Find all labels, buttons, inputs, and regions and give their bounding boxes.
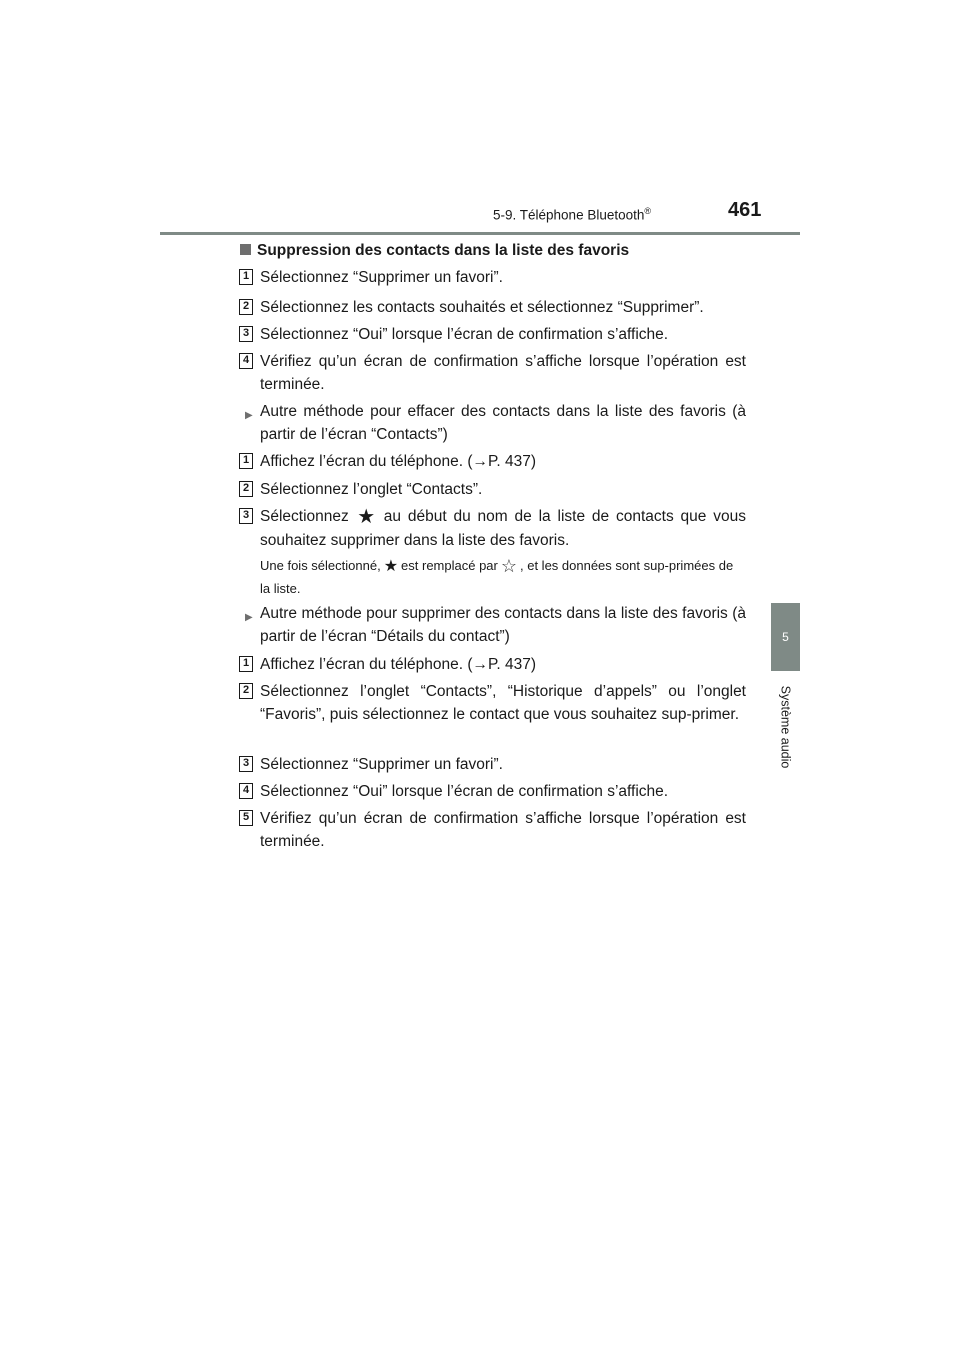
step-b-2 <box>239 478 746 501</box>
step-text: Sélectionnez l’onglet “Contacts”, “Historique d’appels” ou l’onglet “Favoris”, puis sélectionnez le contact que vous souhaitez sup-primer. <box>260 683 746 723</box>
triangle-right-icon: ▶ <box>245 612 253 623</box>
step-number-badge: 2 <box>239 683 253 699</box>
method-b-heading-text: Autre méthode pour effacer des contacts dans la liste des favoris (à partir de l’écran “Contacts”) <box>260 403 746 443</box>
step-number-badge: 3 <box>239 326 253 342</box>
section-title-header <box>493 206 651 223</box>
step-number-badge: 4 <box>239 353 253 369</box>
square-bullet-icon <box>240 244 251 255</box>
step-text: Sélectionnez “Supprimer un favori”. <box>260 269 503 286</box>
step-c-1 <box>239 653 746 676</box>
step-a-1 <box>239 266 746 289</box>
header-divider <box>160 232 800 235</box>
step-text: Sélectionnez “Oui” lorsque l’écran de confirmation s’affiche. <box>260 326 669 343</box>
chapter-tab <box>771 603 800 671</box>
step-c-4 <box>239 780 746 803</box>
step-text: Vérifiez qu’un écran de confirmation s’affiche lorsque l’opération est terminée. <box>260 353 746 393</box>
method-c-heading <box>245 602 746 648</box>
triangle-right-icon: ▶ <box>245 410 253 421</box>
step-number-badge: 1 <box>239 269 253 285</box>
section-title-text: 5-9. Téléphone Bluetooth <box>493 207 645 223</box>
step-number-badge: 2 <box>239 299 253 315</box>
chapter-label-text: Système audio <box>778 685 793 769</box>
step-b-1 <box>239 450 746 473</box>
step-text: Sélectionnez l’onglet “Contacts”. <box>260 481 483 498</box>
step-number-badge: 5 <box>239 810 253 826</box>
method-c-heading-text: Autre méthode pour supprimer des contacts dans la liste des favoris (à partir de l’écran “Détails du contact”) <box>260 605 746 645</box>
step-text: Sélectionnez les contacts souhaités et sélectionnez “Supprimer”. <box>260 299 704 316</box>
step-a-4 <box>239 350 746 396</box>
step-text: Sélectionnez “Supprimer un favori”. <box>260 756 503 773</box>
step-number-badge: 4 <box>239 783 253 799</box>
step-a-2 <box>239 296 746 319</box>
step-text: Sélectionnez “Oui” lorsque l’écran de confirmation s’affiche. <box>260 783 669 800</box>
step-text: Vérifiez qu’un écran de confirmation s’affiche lorsque l’opération est terminée. <box>260 810 746 850</box>
method-b-heading <box>245 400 746 446</box>
note-b: Une fois sélectionné, ★ est remplacé par ☆ , et les données sont sup-primées de la liste. <box>260 556 734 596</box>
chapter-number: 5 <box>782 630 789 644</box>
page-number: 461 <box>728 199 762 221</box>
section-heading <box>240 242 629 260</box>
star-outline-icon: ☆ <box>500 556 517 576</box>
step-number-badge: 3 <box>239 756 253 772</box>
step-text: Affichez l’écran du téléphone. (→P. 437) <box>260 656 537 673</box>
step-a-3 <box>239 323 746 346</box>
step-number-badge: 3 <box>239 508 253 524</box>
chapter-label <box>771 676 800 778</box>
step-text: Sélectionnez ★ au début du nom de la liste de contacts que vous souhaitez supprimer dans la liste des favoris. <box>260 506 746 549</box>
step-c-2 <box>239 680 746 726</box>
step-b-3 <box>239 505 746 552</box>
step-text: Affichez l’écran du téléphone. (→P. 437) <box>260 453 537 470</box>
step-c-5 <box>239 807 746 853</box>
step-number-badge: 2 <box>239 481 253 497</box>
step-c-3 <box>239 753 746 776</box>
step-number-badge: 1 <box>239 656 253 672</box>
section-heading-text: Suppression des contacts dans la liste des favoris <box>257 242 630 259</box>
registered-mark: ® <box>644 206 652 216</box>
step-number-badge: 1 <box>239 453 253 469</box>
star-filled-icon: ★ <box>354 506 378 528</box>
star-filled-icon: ★ <box>383 558 399 575</box>
